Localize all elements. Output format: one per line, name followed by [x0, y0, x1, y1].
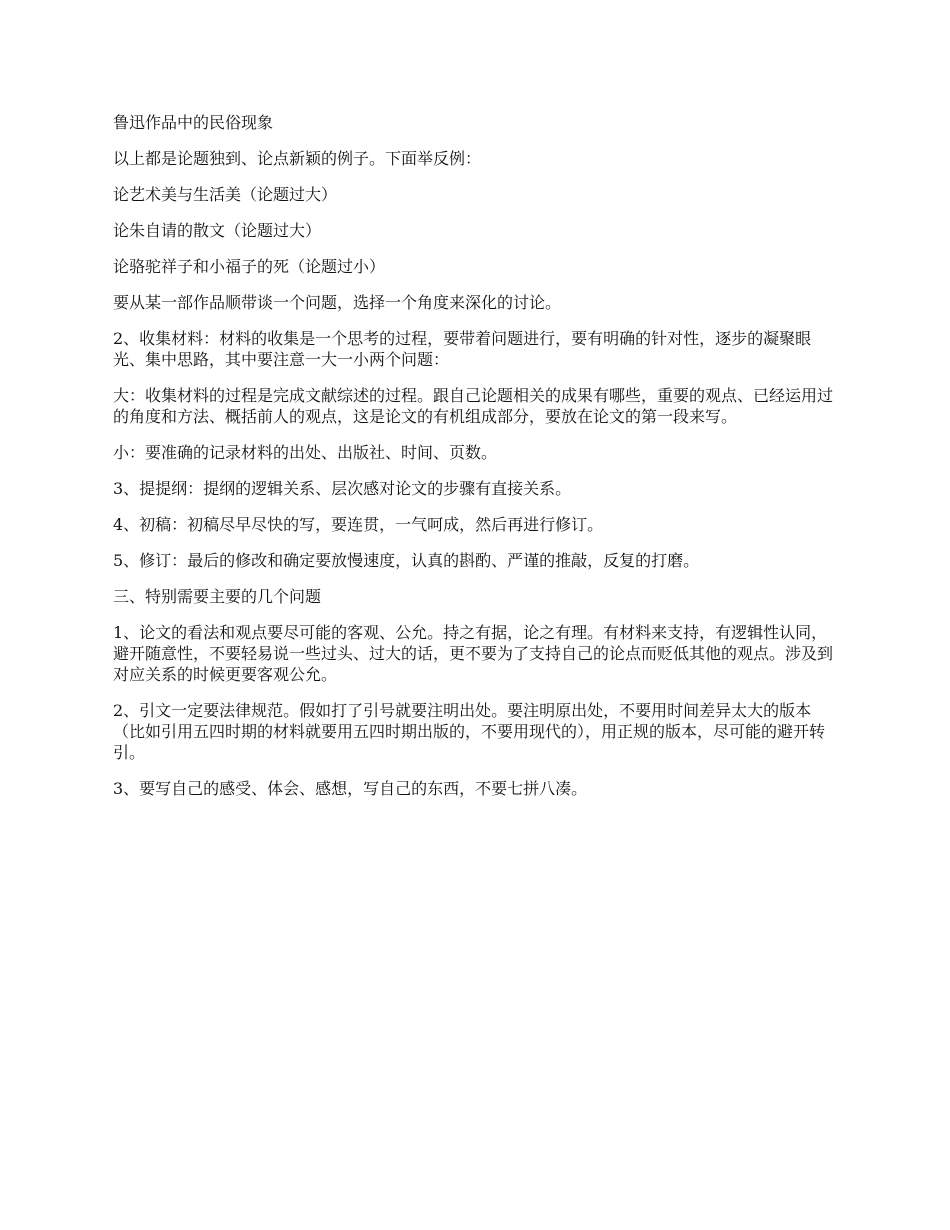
paragraph-title-topic: 鲁迅作品中的民俗现象 [113, 113, 274, 132]
section-heading-special-issues: 三、特别需要主要的几个问题 [113, 587, 322, 606]
paragraph-issue-2: 2、引文一定要法律规范。假如打了引号就要注明出处。要注明原出处，不要用时间差异太大的版本（比如引用五四时期的材料就要用五四时期出版的，不要用现代的），用正规的版本，尽可能的避开转引。 [113, 701, 826, 762]
paragraph-step-2-collect-materials: 2、收集材料：材料的收集是一个思考的过程，要带着问题进行，要有明确的针对性，逐步的凝聚眼光、集中思路，其中要注意一大一小两个问题： [113, 329, 812, 369]
paragraph-issue-3: 3、要写自己的感受、体会、感想，写自己的东西，不要七拼八凑。 [113, 779, 588, 798]
paragraph-step-4-draft: 4、初稿：初稿尽早尽快的写，要连贯，一气呵成，然后再进行修订。 [113, 515, 604, 534]
paragraph-example-2: 论朱自请的散文（论题过大） [113, 221, 322, 240]
paragraph-example-3: 论骆驼祥子和小福子的死（论题过小） [113, 257, 386, 276]
paragraph-step-3-outline: 3、提提纲：提纲的逻辑关系、层次感对论文的步骤有直接关系。 [113, 479, 572, 498]
paragraph-small-issue: 小：要准确的记录材料的出处、出版社、时间、页数。 [113, 443, 498, 462]
paragraph-issue-1: 1、论文的看法和观点要尽可能的客观、公允。持之有据，论之有理。有材料来支持，有逻辑性认同，避开随意性，不要轻易说一些过头、过大的话，更不要为了支持自己的论点而贬低其他的观点。涉及到对应关系的时候更要客观公允。 [113, 623, 834, 684]
document-body [113, 112, 843, 814]
paragraph-example-1: 论艺术美与生活美（论题过大） [113, 185, 338, 204]
paragraph-advice: 要从某一部作品顺带谈一个问题，选择一个角度来深化的讨论。 [113, 293, 562, 312]
paragraph-big-issue: 大：收集材料的过程是完成文献综述的过程。跟自己论题相关的成果有哪些，重要的观点、已经运用过的角度和方法、概括前人的观点，这是论文的有机组成部分，要放在论文的第一段来写。 [113, 386, 834, 426]
paragraph-counter-examples-intro: 以上都是论题独到、论点新颖的例子。下面举反例： [113, 149, 482, 168]
paragraph-step-5-revise: 5、修订：最后的修改和确定要放慢速度，认真的斟酌、严谨的推敲，反复的打磨。 [113, 551, 700, 570]
